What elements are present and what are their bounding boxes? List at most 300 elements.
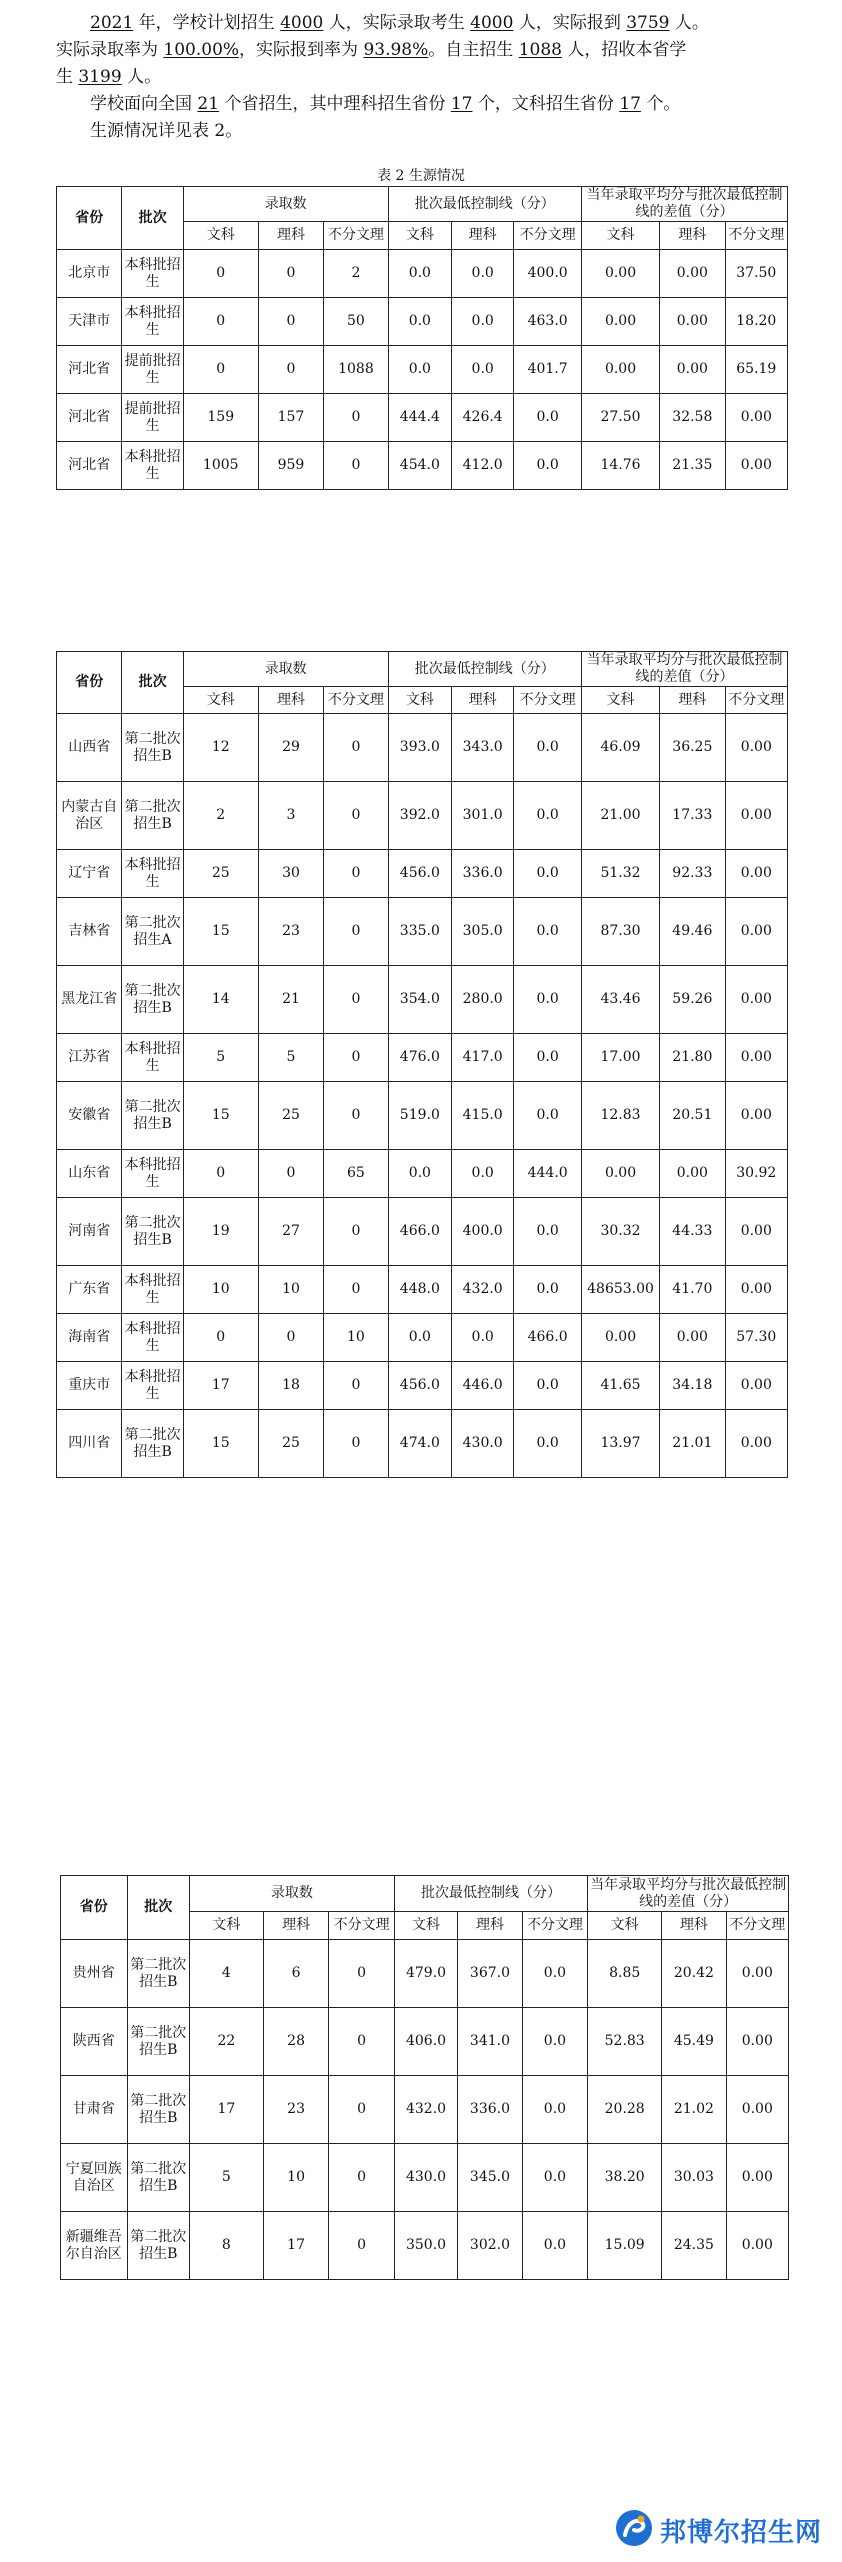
table-row xyxy=(57,442,788,490)
cell-province: 新疆维吾尔自治区 xyxy=(61,2212,128,2280)
cell-line-arts: 392.0 xyxy=(388,782,451,850)
cell-line-unsplit: 466.0 xyxy=(514,1314,582,1362)
cell-line-science: 341.0 xyxy=(458,2008,522,2076)
cell-admit-arts: 22 xyxy=(189,2008,263,2076)
cell-line-arts: 0.0 xyxy=(388,1150,451,1198)
table-row xyxy=(57,1082,788,1150)
header-science: 理科 xyxy=(660,687,725,714)
header-score-diff: 当年录取平均分与批次最低控制线的差值（分） xyxy=(581,187,787,222)
table-row xyxy=(57,898,788,966)
cell-admit-science: 6 xyxy=(263,1940,329,2008)
header-science: 理科 xyxy=(258,687,323,714)
cell-line-unsplit: 0.0 xyxy=(514,394,582,442)
cell-line-science: 336.0 xyxy=(452,850,514,898)
cell-diff-unsplit: 0.00 xyxy=(725,442,787,490)
cell-batch: 第二批次招生A xyxy=(122,898,183,966)
cell-admit-unsplit: 0 xyxy=(329,1940,395,2008)
cell-diff-arts: 12.83 xyxy=(581,1082,659,1150)
table-row xyxy=(57,298,788,346)
cell-diff-unsplit: 37.50 xyxy=(725,250,787,298)
cell-line-arts: 476.0 xyxy=(388,1034,451,1082)
cell-admit-unsplit: 0 xyxy=(324,782,388,850)
cell-diff-arts: 87.30 xyxy=(581,898,659,966)
cell-diff-unsplit: 0.00 xyxy=(725,1362,787,1410)
header-arts: 文科 xyxy=(388,222,451,250)
cell-province: 山西省 xyxy=(57,714,122,782)
cell-diff-arts: 46.09 xyxy=(581,714,659,782)
cell-admit-unsplit: 0 xyxy=(324,442,388,490)
cell-diff-science: 21.80 xyxy=(660,1034,725,1082)
cell-province: 贵州省 xyxy=(61,1940,128,2008)
table-row xyxy=(57,1314,788,1362)
cell-line-science: 0.0 xyxy=(452,1150,514,1198)
cell-diff-science: 0.00 xyxy=(660,346,725,394)
cell-batch: 第二批次招生B xyxy=(122,1410,183,1478)
table-row xyxy=(57,1266,788,1314)
year-value: 2021 xyxy=(90,13,134,33)
cell-diff-science: 21.02 xyxy=(662,2076,726,2144)
header-admission: 录取数 xyxy=(183,652,388,687)
cell-line-arts: 519.0 xyxy=(388,1082,451,1150)
cell-admit-arts: 19 xyxy=(183,1198,258,1266)
cell-province: 陕西省 xyxy=(61,2008,128,2076)
cell-province: 河北省 xyxy=(57,442,122,490)
header-science: 理科 xyxy=(458,1912,522,1940)
cell-batch: 第二批次招生B xyxy=(122,1198,183,1266)
cell-line-unsplit: 401.7 xyxy=(514,346,582,394)
cell-batch: 第二批次招生B xyxy=(127,1940,189,2008)
cell-province: 河南省 xyxy=(57,1198,122,1266)
cell-diff-arts: 52.83 xyxy=(588,2008,662,2076)
cell-admit-unsplit: 0 xyxy=(324,898,388,966)
cell-admit-arts: 4 xyxy=(189,1940,263,2008)
header-unsplit: 不分文理 xyxy=(514,687,582,714)
cell-diff-science: 21.01 xyxy=(660,1410,725,1478)
header-admission: 录取数 xyxy=(183,187,388,222)
watermark-logo-icon xyxy=(614,2508,654,2548)
cell-line-science: 400.0 xyxy=(452,1198,514,1266)
cell-diff-unsplit: 0.00 xyxy=(725,850,787,898)
cell-province: 内蒙古自治区 xyxy=(57,782,122,850)
cell-line-unsplit: 0.0 xyxy=(514,1198,582,1266)
cell-admit-arts: 10 xyxy=(183,1266,258,1314)
cell-admit-science: 28 xyxy=(263,2008,329,2076)
table-row xyxy=(57,1410,788,1478)
table-row xyxy=(57,346,788,394)
cell-diff-unsplit: 0.00 xyxy=(725,1410,787,1478)
cell-batch: 本科批招生 xyxy=(122,1314,183,1362)
header-unsplit: 不分文理 xyxy=(522,1912,588,1940)
cell-diff-arts: 43.46 xyxy=(581,966,659,1034)
cell-diff-arts: 41.65 xyxy=(581,1362,659,1410)
cell-diff-science: 20.42 xyxy=(662,1940,726,2008)
cell-line-unsplit: 0.0 xyxy=(514,898,582,966)
cell-admit-arts: 0 xyxy=(183,250,258,298)
cell-diff-science: 49.46 xyxy=(660,898,725,966)
cell-diff-arts: 8.85 xyxy=(588,1940,662,2008)
cell-province: 安徽省 xyxy=(57,1082,122,1150)
cell-line-science: 446.0 xyxy=(452,1362,514,1410)
cell-line-science: 305.0 xyxy=(452,898,514,966)
cell-admit-arts: 5 xyxy=(183,1034,258,1082)
cell-diff-arts: 0.00 xyxy=(581,1150,659,1198)
cell-line-arts: 474.0 xyxy=(388,1410,451,1478)
cell-province: 宁夏回族自治区 xyxy=(61,2144,128,2212)
cell-admit-science: 23 xyxy=(258,898,323,966)
cell-admit-science: 5 xyxy=(258,1034,323,1082)
cell-batch: 本科批招生 xyxy=(122,850,183,898)
cell-admit-arts: 5 xyxy=(189,2144,263,2212)
cell-diff-unsplit: 18.20 xyxy=(725,298,787,346)
cell-admit-arts: 14 xyxy=(183,966,258,1034)
cell-admit-unsplit: 65 xyxy=(324,1150,388,1198)
cell-diff-science: 24.35 xyxy=(662,2212,726,2280)
cell-line-science: 432.0 xyxy=(452,1266,514,1314)
cell-diff-unsplit: 0.00 xyxy=(726,2144,788,2212)
header-admission: 录取数 xyxy=(189,1876,394,1912)
table-row xyxy=(57,966,788,1034)
cell-line-arts: 335.0 xyxy=(388,898,451,966)
cell-line-science: 426.4 xyxy=(452,394,514,442)
cell-diff-arts: 20.28 xyxy=(588,2076,662,2144)
cell-line-arts: 0.0 xyxy=(388,298,451,346)
cell-line-science: 0.0 xyxy=(452,250,514,298)
cell-admit-unsplit: 0 xyxy=(329,2144,395,2212)
cell-diff-arts: 27.50 xyxy=(581,394,659,442)
cell-admit-unsplit: 50 xyxy=(324,298,388,346)
cell-diff-unsplit: 0.00 xyxy=(726,2212,788,2280)
cell-admit-arts: 8 xyxy=(189,2212,263,2280)
header-science: 理科 xyxy=(452,687,514,714)
cell-line-science: 343.0 xyxy=(452,714,514,782)
cell-diff-arts: 51.32 xyxy=(581,850,659,898)
cell-line-science: 0.0 xyxy=(452,298,514,346)
cell-admit-arts: 0 xyxy=(183,346,258,394)
cell-line-arts: 350.0 xyxy=(394,2212,457,2280)
science-value: 17 xyxy=(450,94,473,114)
cell-line-science: 412.0 xyxy=(452,442,514,490)
cell-diff-unsplit: 0.00 xyxy=(726,2076,788,2144)
header-min-line: 批次最低控制线（分） xyxy=(394,1876,587,1912)
cell-admit-unsplit: 0 xyxy=(324,1362,388,1410)
header-arts: 文科 xyxy=(189,1912,263,1940)
table-caption: 表 2 生源情况 xyxy=(377,168,465,184)
cell-line-unsplit: 0.0 xyxy=(514,1266,582,1314)
cell-admit-arts: 0 xyxy=(183,298,258,346)
cell-diff-unsplit: 0.00 xyxy=(725,1034,787,1082)
cell-admit-science: 30 xyxy=(258,850,323,898)
cell-line-unsplit: 0.0 xyxy=(522,2008,588,2076)
cell-admit-science: 3 xyxy=(258,782,323,850)
header-arts: 文科 xyxy=(183,687,258,714)
cell-diff-science: 0.00 xyxy=(660,1314,725,1362)
cell-diff-unsplit: 57.30 xyxy=(725,1314,787,1362)
cell-diff-arts: 30.32 xyxy=(581,1198,659,1266)
cell-diff-unsplit: 0.00 xyxy=(726,1940,788,2008)
cell-diff-unsplit: 0.00 xyxy=(725,966,787,1034)
header-unsplit: 不分文理 xyxy=(329,1912,395,1940)
cell-admit-unsplit: 10 xyxy=(324,1314,388,1362)
cell-batch: 本科批招生 xyxy=(122,1150,183,1198)
cell-diff-science: 59.26 xyxy=(660,966,725,1034)
cell-admit-science: 25 xyxy=(258,1082,323,1150)
cell-province: 辽宁省 xyxy=(57,850,122,898)
cell-line-unsplit: 0.0 xyxy=(514,1362,582,1410)
cell-province: 天津市 xyxy=(57,298,122,346)
table-row xyxy=(57,850,788,898)
cell-line-arts: 430.0 xyxy=(394,2144,457,2212)
cell-line-arts: 454.0 xyxy=(388,442,451,490)
cell-line-unsplit: 400.0 xyxy=(514,250,582,298)
cell-line-science: 336.0 xyxy=(458,2076,522,2144)
cell-diff-arts: 21.00 xyxy=(581,782,659,850)
cell-diff-science: 92.33 xyxy=(660,850,725,898)
header-unsplit: 不分文理 xyxy=(324,222,388,250)
intro-line-5: 生源情况详见表 2。 xyxy=(90,121,243,141)
cell-admit-arts: 15 xyxy=(183,898,258,966)
cell-diff-unsplit: 0.00 xyxy=(725,1082,787,1150)
cell-admit-science: 0 xyxy=(258,250,323,298)
cell-province: 河北省 xyxy=(57,346,122,394)
cell-admit-unsplit: 0 xyxy=(324,1266,388,1314)
cell-line-science: 280.0 xyxy=(452,966,514,1034)
cell-batch: 第二批次招生B xyxy=(127,2008,189,2076)
header-score-diff: 当年录取平均分与批次最低控制线的差值（分） xyxy=(581,652,787,687)
cell-diff-unsplit: 65.19 xyxy=(725,346,787,394)
table-row xyxy=(57,1198,788,1266)
cell-admit-unsplit: 0 xyxy=(329,2212,395,2280)
table-row xyxy=(57,782,788,850)
cell-line-science: 301.0 xyxy=(452,782,514,850)
cell-line-unsplit: 0.0 xyxy=(522,2076,588,2144)
cell-diff-science: 17.33 xyxy=(660,782,725,850)
cell-line-unsplit: 0.0 xyxy=(514,966,582,1034)
admitted-value: 4000 xyxy=(470,13,514,33)
cell-province: 北京市 xyxy=(57,250,122,298)
cell-admit-unsplit: 0 xyxy=(324,1082,388,1150)
intro-line-3: 生 3199 人。 xyxy=(56,67,162,87)
cell-line-science: 367.0 xyxy=(458,1940,522,2008)
cell-province: 甘肃省 xyxy=(61,2076,128,2144)
cell-diff-unsplit: 0.00 xyxy=(725,394,787,442)
cell-admit-unsplit: 0 xyxy=(324,1410,388,1478)
cell-province: 河北省 xyxy=(57,394,122,442)
cell-diff-science: 45.49 xyxy=(662,2008,726,2076)
cell-line-arts: 479.0 xyxy=(394,1940,457,2008)
cell-batch: 第二批次招生B xyxy=(122,966,183,1034)
header-science: 理科 xyxy=(258,222,323,250)
header-arts: 文科 xyxy=(388,687,451,714)
header-unsplit: 不分文理 xyxy=(514,222,582,250)
cell-admit-arts: 17 xyxy=(189,2076,263,2144)
admit-rate-value: 100.00% xyxy=(163,40,240,60)
table-row xyxy=(61,1940,789,2008)
intro-line-2: 实际录取率为 100.00%，实际报到率为 93.98%。自主招生 1088 人，招收本省学 xyxy=(56,40,687,60)
cell-admit-science: 21 xyxy=(258,966,323,1034)
cell-line-science: 0.0 xyxy=(452,346,514,394)
cell-diff-arts: 14.76 xyxy=(581,442,659,490)
report-rate-value: 93.98% xyxy=(363,40,429,60)
header-unsplit: 不分文理 xyxy=(725,687,787,714)
reported-value: 3759 xyxy=(626,13,670,33)
header-science: 理科 xyxy=(660,222,725,250)
cell-diff-science: 0.00 xyxy=(660,298,725,346)
watermark xyxy=(614,2508,828,2550)
cell-diff-arts: 17.00 xyxy=(581,1034,659,1082)
intro-line-1: 2021 年，学校计划招生 4000 人，实际录取考生 4000 人，实际报到 3759 人。 xyxy=(90,13,709,33)
cell-diff-unsplit: 30.92 xyxy=(725,1150,787,1198)
cell-batch: 第二批次招生B xyxy=(127,2212,189,2280)
cell-admit-science: 25 xyxy=(258,1410,323,1478)
cell-diff-science: 0.00 xyxy=(660,250,725,298)
independent-value: 1088 xyxy=(518,40,562,60)
table-row xyxy=(61,2008,789,2076)
cell-admit-arts: 159 xyxy=(183,394,258,442)
cell-line-unsplit: 463.0 xyxy=(514,298,582,346)
arts-value: 17 xyxy=(619,94,641,114)
cell-diff-science: 30.03 xyxy=(662,2144,726,2212)
cell-diff-science: 0.00 xyxy=(660,1150,725,1198)
table-row xyxy=(57,1362,788,1410)
cell-diff-arts: 48653.00 xyxy=(581,1266,659,1314)
cell-admit-unsplit: 0 xyxy=(324,850,388,898)
cell-province: 江苏省 xyxy=(57,1034,122,1082)
cell-admit-science: 10 xyxy=(258,1266,323,1314)
cell-diff-arts: 0.00 xyxy=(581,346,659,394)
cell-province: 海南省 xyxy=(57,1314,122,1362)
cell-diff-science: 44.33 xyxy=(660,1198,725,1266)
cell-diff-arts: 13.97 xyxy=(581,1410,659,1478)
table-row xyxy=(61,2144,789,2212)
cell-admit-arts: 15 xyxy=(183,1082,258,1150)
cell-admit-arts: 15 xyxy=(183,1410,258,1478)
cell-diff-unsplit: 0.00 xyxy=(725,714,787,782)
cell-line-science: 302.0 xyxy=(458,2212,522,2280)
cell-admit-science: 959 xyxy=(258,442,323,490)
table-row xyxy=(57,714,788,782)
cell-line-science: 345.0 xyxy=(458,2144,522,2212)
cell-admit-science: 157 xyxy=(258,394,323,442)
cell-admit-arts: 1005 xyxy=(183,442,258,490)
cell-batch: 本科批招生 xyxy=(122,1362,183,1410)
cell-diff-arts: 0.00 xyxy=(581,298,659,346)
cell-diff-science: 20.51 xyxy=(660,1082,725,1150)
cell-admit-unsplit: 0 xyxy=(324,1034,388,1082)
header-arts: 文科 xyxy=(581,222,659,250)
header-min-line: 批次最低控制线（分） xyxy=(388,652,581,687)
cell-diff-unsplit: 0.00 xyxy=(725,1266,787,1314)
cell-line-arts: 0.0 xyxy=(388,1314,451,1362)
cell-admit-arts: 25 xyxy=(183,850,258,898)
table-row xyxy=(61,2212,789,2280)
cell-line-arts: 393.0 xyxy=(388,714,451,782)
cell-province: 重庆市 xyxy=(57,1362,122,1410)
cell-line-arts: 456.0 xyxy=(388,850,451,898)
cell-diff-unsplit: 0.00 xyxy=(725,1198,787,1266)
header-province: 省份 xyxy=(57,652,122,714)
header-province: 省份 xyxy=(57,187,122,250)
cell-admit-science: 18 xyxy=(258,1362,323,1410)
header-arts: 文科 xyxy=(588,1912,662,1940)
cell-line-arts: 406.0 xyxy=(394,2008,457,2076)
cell-province: 四川省 xyxy=(57,1410,122,1478)
cell-admit-science: 27 xyxy=(258,1198,323,1266)
header-unsplit: 不分文理 xyxy=(324,687,388,714)
cell-admit-science: 0 xyxy=(258,346,323,394)
header-province: 省份 xyxy=(61,1876,128,1940)
provinces-value: 21 xyxy=(197,94,220,114)
cell-diff-science: 41.70 xyxy=(660,1266,725,1314)
header-score-diff: 当年录取平均分与批次最低控制线的差值（分） xyxy=(588,1876,789,1912)
cell-diff-science: 21.35 xyxy=(660,442,725,490)
plan-value: 4000 xyxy=(280,13,324,33)
header-min-line: 批次最低控制线（分） xyxy=(388,187,581,222)
cell-line-unsplit: 0.0 xyxy=(522,1940,588,2008)
admission-table-1 xyxy=(56,186,788,490)
cell-line-arts: 456.0 xyxy=(388,1362,451,1410)
cell-province: 吉林省 xyxy=(57,898,122,966)
cell-line-unsplit: 0.0 xyxy=(522,2212,588,2280)
header-science: 理科 xyxy=(452,222,514,250)
header-batch: 批次 xyxy=(122,652,183,714)
header-unsplit: 不分文理 xyxy=(725,222,787,250)
cell-batch: 提前批招生 xyxy=(122,394,183,442)
header-science: 理科 xyxy=(263,1912,329,1940)
cell-admit-unsplit: 0 xyxy=(324,966,388,1034)
table-row xyxy=(57,1150,788,1198)
cell-admit-arts: 2 xyxy=(183,782,258,850)
cell-diff-arts: 0.00 xyxy=(581,250,659,298)
cell-admit-arts: 0 xyxy=(183,1314,258,1362)
cell-admit-arts: 17 xyxy=(183,1362,258,1410)
cell-line-unsplit: 0.0 xyxy=(514,850,582,898)
cell-batch: 本科批招生 xyxy=(122,250,183,298)
cell-line-arts: 0.0 xyxy=(388,250,451,298)
cell-admit-unsplit: 2 xyxy=(324,250,388,298)
cell-admit-science: 10 xyxy=(263,2144,329,2212)
cell-batch: 第二批次招生B xyxy=(127,2076,189,2144)
cell-admit-unsplit: 0 xyxy=(324,394,388,442)
cell-line-unsplit: 0.0 xyxy=(522,2144,588,2212)
cell-batch: 提前批招生 xyxy=(122,346,183,394)
cell-batch: 本科批招生 xyxy=(122,442,183,490)
table-row xyxy=(61,2076,789,2144)
header-unsplit: 不分文理 xyxy=(726,1912,788,1940)
header-batch: 批次 xyxy=(122,187,183,250)
cell-batch: 第二批次招生B xyxy=(127,2144,189,2212)
cell-line-arts: 466.0 xyxy=(388,1198,451,1266)
cell-admit-science: 0 xyxy=(258,298,323,346)
cell-admit-arts: 0 xyxy=(183,1150,258,1198)
cell-batch: 第二批次招生B xyxy=(122,714,183,782)
cell-batch: 本科批招生 xyxy=(122,1034,183,1082)
cell-line-science: 417.0 xyxy=(452,1034,514,1082)
cell-line-science: 415.0 xyxy=(452,1082,514,1150)
cell-admit-science: 0 xyxy=(258,1314,323,1362)
cell-line-science: 0.0 xyxy=(452,1314,514,1362)
watermark-text: 邦博尔招生网 xyxy=(660,2518,823,2548)
cell-admit-unsplit: 1088 xyxy=(324,346,388,394)
cell-line-science: 430.0 xyxy=(452,1410,514,1478)
cell-line-unsplit: 0.0 xyxy=(514,442,582,490)
table-row xyxy=(57,1034,788,1082)
cell-admit-science: 0 xyxy=(258,1150,323,1198)
cell-province: 黑龙江省 xyxy=(57,966,122,1034)
header-arts: 文科 xyxy=(394,1912,457,1940)
cell-admit-arts: 12 xyxy=(183,714,258,782)
admission-table-3 xyxy=(60,1875,789,2280)
cell-diff-science: 36.25 xyxy=(660,714,725,782)
